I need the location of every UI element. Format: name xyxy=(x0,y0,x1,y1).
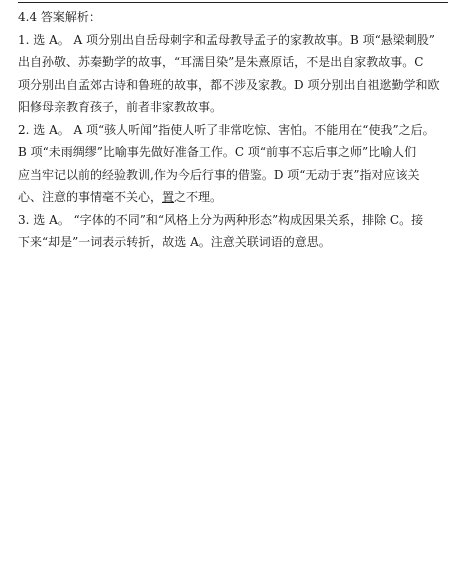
answer-2 xyxy=(18,119,450,209)
answer-2-line-2: B 项“未雨绸缪”比喻事先做好准备工作。C 项“前事不忘后事之师”比喻人们 xyxy=(18,145,417,159)
answer-1-line-1: 1. 选 A。 A 项分别出自岳母刺字和孟母教导孟子的家教故事。B 项“悬梁刺股” xyxy=(18,32,435,47)
section-heading: 4.4 答案解析： xyxy=(18,10,101,24)
answer-3-line-1: 3. 选 A。 “字体的不同”和“风格上分为两种形态”构成因果关系，排除 C。接 xyxy=(18,212,424,227)
answer-1-line-3: 项分别出自孟郊古诗和鲁班的故事，都不涉及家教。D 项分别出自祖逖勤学和欧 xyxy=(18,77,440,92)
answer-document xyxy=(18,6,450,254)
answer-2-line-3: 应当牢记以前的经验教训,作为今后行事的借鉴。D 项“无动于衷”指对应该关 xyxy=(18,167,420,182)
answer-2-line-4 xyxy=(18,186,450,209)
answer-1 xyxy=(18,29,450,119)
top-rule xyxy=(18,2,448,3)
answer-1-line-2: 出自孙敬、苏秦勤学的故事，“耳濡目染”是朱熹原话，不是出自家教故事。C xyxy=(18,55,424,69)
answer-2-line-4-prefix: 心、注意的事情毫不关心， xyxy=(18,190,163,204)
answer-1-line-4: 阳修母亲教育孩子，前者非家教故事。 xyxy=(18,100,223,114)
underlined-char: 置 xyxy=(162,190,175,204)
answer-2-line-4-suffix: 之不理。 xyxy=(174,190,223,204)
answer-3 xyxy=(18,209,450,254)
answer-2-line-1: 2. 选 A。 A 项“骇人听闻”指使人听了非常吃惊、害怕。不能用在“使我”之后。 xyxy=(18,122,435,137)
answer-3-line-2: 下来“却是”一词表示转折，故选 A。注意关联词语的意思。 xyxy=(18,235,331,249)
